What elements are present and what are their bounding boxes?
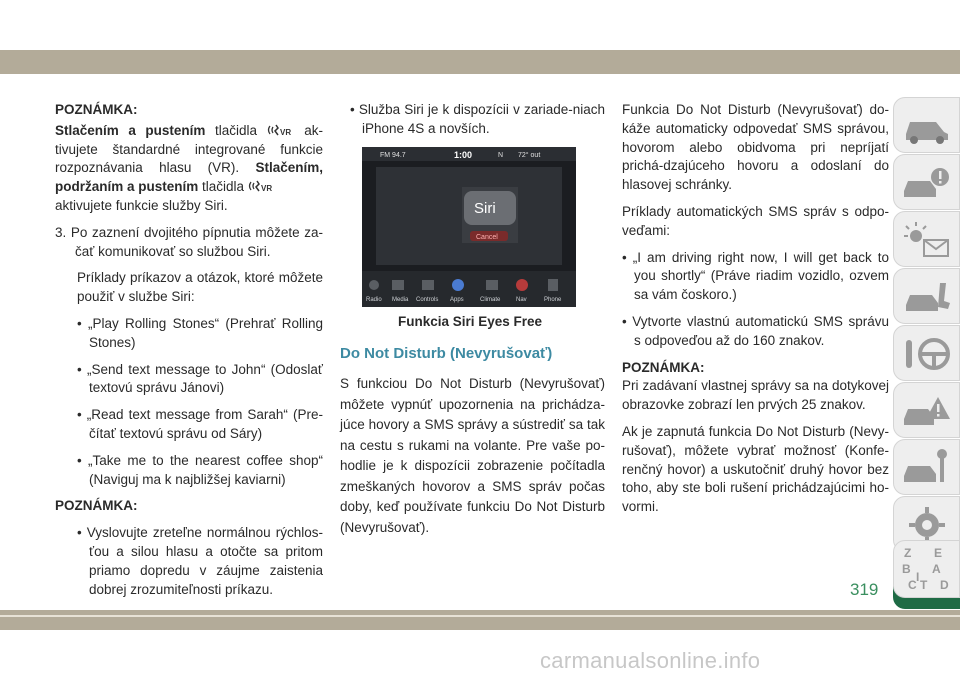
paragraph: Príklady automatických SMS správ s odpo-veďami:: [622, 203, 889, 238]
paragraph: Ak je zapnutá funkcia Do Not Disturb (Nevy-rušovať), môžete vybrať možnosť (Konfe-renčný hovor) a uskutočniť druhý hovor bez toho, aby ste boli rušení prichádzajúcimi ho-vormi.: [622, 423, 889, 515]
apps-label: Apps: [450, 296, 464, 303]
list-item: • „Read text message from Sarah“ (Pre-čítať textovú správu od Sáry): [77, 407, 323, 441]
note1-title: POZNÁMKA:: [55, 102, 138, 117]
car-info-icon: [900, 161, 954, 205]
car-wrench-icon: [900, 446, 954, 490]
car-seat-icon: [900, 275, 954, 319]
tab-steering[interactable]: [893, 325, 960, 381]
note-title: POZNÁMKA:: [622, 359, 705, 375]
index-letter: E: [934, 546, 943, 560]
controls-label: Controls: [416, 296, 439, 303]
index-letter: Z: [904, 546, 912, 560]
section-heading: Do Not Disturb (Nevyrušovať): [340, 345, 553, 363]
phone-label: Phone: [544, 296, 562, 303]
index-letter: I: [916, 570, 920, 584]
tab-starting[interactable]: [893, 268, 960, 324]
index-letter: C: [908, 578, 917, 592]
tab-service[interactable]: [893, 382, 960, 438]
column-left: [55, 101, 323, 607]
note2-title: POZNÁMKA:: [55, 498, 138, 514]
list-item: • „I am driving right now, I will get back to you shortly“ (Práve riadim vozidlo, ozvem sa vám čoskoro.): [622, 249, 889, 303]
voice-recognition-icon: [267, 123, 295, 137]
list-item: • „Send text message to John“ (Odoslať textovú správu Jánovi): [77, 361, 323, 396]
voice-recognition-icon: [248, 179, 276, 193]
index-letter: D: [940, 578, 949, 592]
climate-label: Climate: [480, 296, 501, 303]
tab-index[interactable]: [893, 540, 960, 598]
tab-maintenance[interactable]: [893, 439, 960, 495]
examples-intro: Príklady príkazov a otázok, ktoré môžete použiť v službe Siri:: [77, 270, 323, 305]
list-item: • Služba Siri je k dispozícii v zariade-niach iPhone 4S a novších.: [350, 102, 605, 136]
watermark: carmanualsonline.info: [540, 648, 761, 673]
temperature-text: 72° out: [518, 151, 541, 159]
chapter-tabs: [893, 97, 960, 597]
index-letter: T: [920, 578, 928, 592]
light-message-icon: [900, 218, 954, 262]
clock-text: 1:00: [454, 149, 473, 160]
siri-label: Siri: [474, 199, 496, 217]
index-letter: B: [902, 562, 911, 576]
note1-body: Stlačením a pustením tlačidla VR ak-tivujete štandardné integrované funkcie rozpoznávania hlasu (VR). Stlačením, podržaním a pustením tlačidla VR aktivujete funkcie služby Siri.: [55, 122, 323, 213]
vr-icon-label: VR: [279, 127, 291, 137]
alphabet-index-icon: [898, 543, 958, 597]
nav-label: Nav: [516, 296, 527, 303]
bottom-band: [0, 610, 960, 630]
siri-screen-figure: [362, 147, 576, 307]
car-icon: [900, 104, 954, 148]
bottom-band-line: [0, 615, 960, 617]
list-item: • „Take me to the nearest coffee shop“ (Naviguj ma k najbližšej kaviarni): [77, 452, 323, 487]
column-middle: [340, 101, 605, 546]
step-3: 3. Po zaznení dvojitého pípnutia môžete za-čať komunikovať so službou Siri.: [55, 224, 323, 259]
media-label: Media: [392, 296, 409, 303]
vr-icon-label: VR: [260, 184, 272, 194]
paragraph: Funkcia Do Not Disturb (Nevyrušovať) do-káže automaticky odpovedať SMS správou, hovorom alebo obidvoma pri nepríjatí prichá-dzajúceho hovoru a odoslaní do hlasovej schránky.: [622, 102, 889, 193]
cancel-label: Cancel: [476, 233, 498, 241]
steering-wheel-icon: [900, 332, 954, 376]
dnd-paragraph: S funkciou Do Not Disturb (Nevyrušovať) môžete vypnúť upozornenia na prichádza-júce hovory a SMS správy a sústrediť sa tak na cestu s rukami na volante. Pre vaše po-hodlie je k dispozícii zobrazenie počítadla zmeškaných hovorov a SMS správ počas doby, keď používate funkciu Do Not Disturb (Nevyrušovať).: [340, 376, 605, 535]
siri-screen-illustration: [362, 147, 576, 307]
index-letter: A: [932, 562, 941, 576]
figure-caption: Funkcia Siri Eyes Free: [397, 313, 543, 329]
radio-label: Radio: [366, 296, 382, 303]
radio-station-text: FM 94.7: [380, 151, 406, 159]
top-band: [0, 50, 960, 74]
tab-safety[interactable]: [893, 154, 960, 210]
list-item: • Vyslovujte zreteľne normálnou rýchlos-ťou a silou hlasu a otočte sa pritom priamo dopredu v záujme zaistenia dobrej zrozumiteľnosti príkazu.: [77, 525, 323, 597]
note-text: Pri zadávaní vlastnej správy sa na dotykovej obrazovke zobrazí len prvých 25 znakov.: [622, 378, 889, 413]
tab-warning-lights[interactable]: [893, 211, 960, 267]
column-right: [622, 101, 889, 525]
footer: [0, 630, 960, 678]
tab-vehicle[interactable]: [893, 97, 960, 153]
car-warning-icon: [900, 389, 954, 433]
list-item: • Vytvorte vlastnú automatickú SMS správu s odpoveďou až do 160 znakov.: [622, 313, 889, 348]
list-item: • „Play Rolling Stones“ (Prehrať Rolling Stones): [77, 315, 323, 350]
page-number: 319: [850, 580, 879, 599]
compass-text: N: [498, 151, 504, 159]
top-margin: [0, 0, 960, 74]
